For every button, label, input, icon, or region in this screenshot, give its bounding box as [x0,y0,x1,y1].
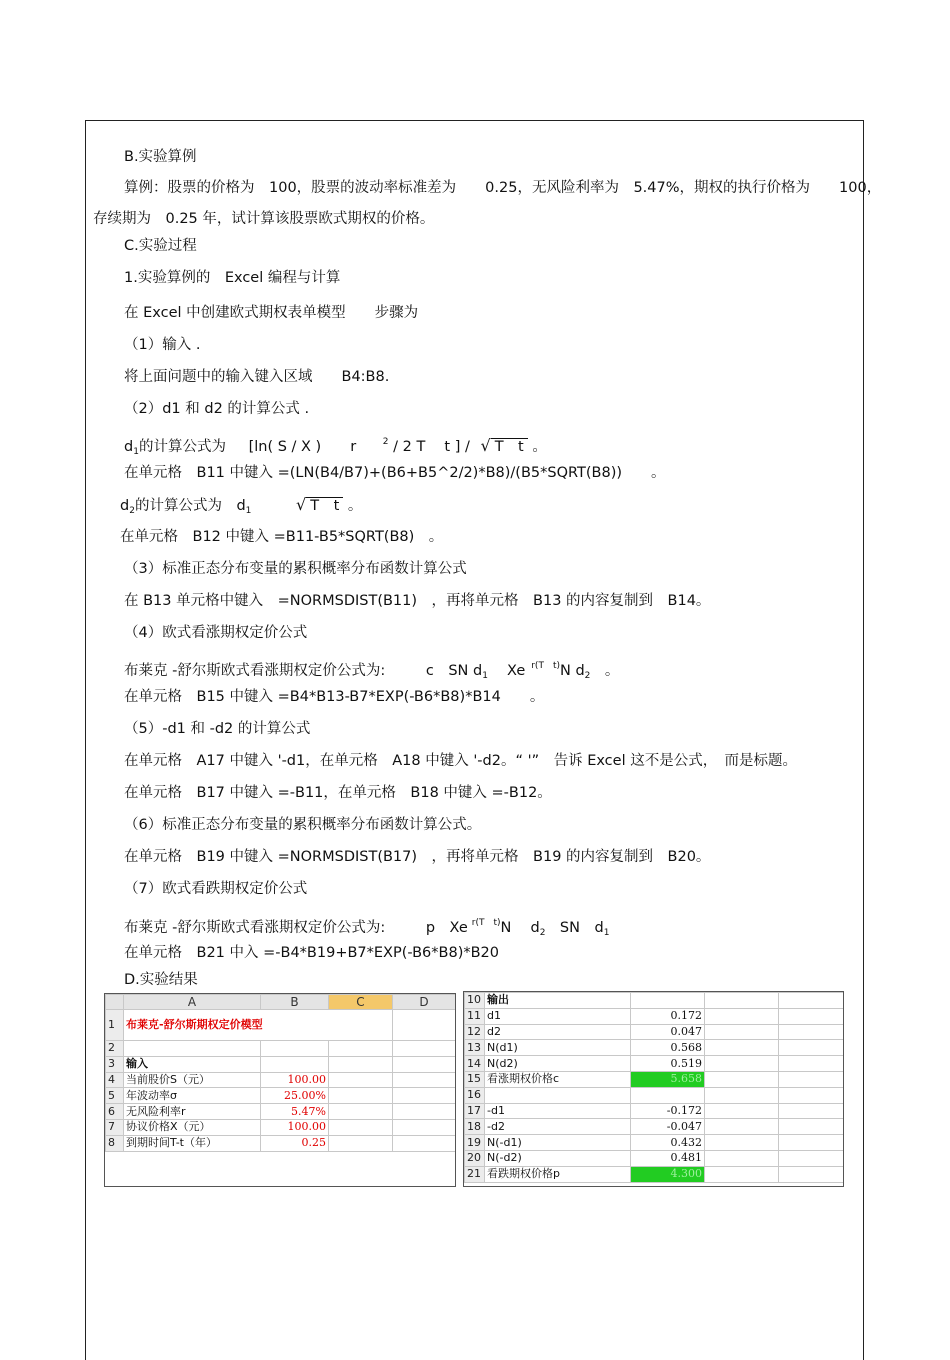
value-cell[interactable]: 0.432 [631,1135,705,1151]
row-number: 3 [106,1056,124,1072]
cell[interactable] [705,993,779,1009]
cell[interactable] [329,1041,393,1057]
cell[interactable] [705,1150,779,1166]
value-cell[interactable]: 0.568 [631,1040,705,1056]
value-cell[interactable]: -0.172 [631,1103,705,1119]
cell[interactable] [779,1087,844,1103]
row-number: 4 [106,1072,124,1088]
step7-title: （7）欧式看跌期权定价公式 [124,881,308,897]
cell[interactable] [393,1104,456,1120]
value-cell[interactable]: 100.00 [261,1119,329,1135]
cell[interactable] [631,1087,705,1103]
row-number: 1 [106,1010,124,1041]
sheet-row [106,1041,456,1057]
sheet-row [465,1024,844,1040]
sheet-row [465,1150,844,1166]
call-price-cell[interactable]: 5.658 [631,1071,705,1087]
call-formula-c: N d [559,663,585,679]
sheet-row [465,1119,844,1135]
d2-symbol: d [120,498,130,514]
output-label-cell[interactable]: 输出 [485,993,631,1009]
cell[interactable] [705,1166,779,1182]
d1-end: 。 [532,439,547,455]
step1-title: （1）输入 . [124,337,201,353]
row-number: 12 [465,1024,485,1040]
cell[interactable] [779,1166,844,1182]
put-price-cell[interactable]: 4.300 [631,1166,705,1182]
cell[interactable] [705,1071,779,1087]
value-cell[interactable]: 25.00% [261,1088,329,1104]
d1-sqrt: √ T t [481,437,528,456]
cell[interactable] [779,1103,844,1119]
step5-text-2: 在单元格 B17 中键入 =-B11，在单元格 B18 中键入 =-B12。 [124,785,552,801]
cell[interactable] [705,1087,779,1103]
row-number: 19 [465,1135,485,1151]
cell[interactable] [631,993,705,1009]
cell[interactable] [393,1010,456,1041]
step1-text: 将上面问题中的输入键入区域 B4:B8. [124,369,390,385]
call-formula-sub2: 2 [584,671,591,681]
row-number: 18 [465,1119,485,1135]
cell[interactable] [705,1008,779,1024]
value-cell[interactable]: -0.047 [631,1119,705,1135]
cell[interactable] [779,1150,844,1166]
b15-text: 在单元格 B15 中键入 =B4*B13-B7*EXP(-B6*B8)*B14 。 [124,689,545,705]
cell[interactable] [329,1135,393,1151]
value-cell[interactable]: 0.25 [261,1135,329,1151]
row-number: 11 [465,1008,485,1024]
d2-sqrt: √ T t [296,496,343,515]
label-cell[interactable]: N(d1) [485,1040,631,1056]
section-b-heading: B.实验算例 [124,149,197,165]
row-number: 20 [465,1150,485,1166]
cell[interactable] [329,1088,393,1104]
cell[interactable] [779,1071,844,1087]
section-c-heading: C.实验过程 [124,238,197,254]
step5-text-1: 在单元格 A17 中键入 '-d1，在单元格 A18 中键入 '-d2。“ '” 告诉 Excel 这不是公式， 而是标题。 [124,753,797,769]
cell[interactable] [705,1119,779,1135]
column-header-row [106,995,456,1010]
cell[interactable] [705,1103,779,1119]
row-number: 16 [465,1087,485,1103]
put-formula-line [124,914,609,942]
sheet-row [465,1087,844,1103]
put-formula-b: N d [500,920,540,936]
cell[interactable] [261,1056,329,1072]
spreadsheet-input [104,993,456,1187]
cell[interactable] [393,1072,456,1088]
sheet-row [465,1166,844,1182]
sheet-row [106,1056,456,1072]
row-number: 21 [465,1166,485,1182]
label-cell[interactable]: N(d2) [485,1056,631,1072]
label-cell[interactable]: N(-d1) [485,1135,631,1151]
d2-subscript-d1: 1 [245,506,252,516]
cell[interactable] [705,1024,779,1040]
d1-formula-line [124,433,547,461]
put-formula-sub2: 1 [603,928,610,938]
sub-heading-excel: 1.实验算例的 Excel 编程与计算 [124,270,341,286]
cell[interactable] [329,1056,393,1072]
sheet-row [106,1104,456,1120]
cell[interactable] [705,1040,779,1056]
value-cell[interactable]: 0.172 [631,1008,705,1024]
d2-label: 的计算公式为 d [134,498,246,514]
cell[interactable] [393,1088,456,1104]
row-number: 6 [106,1104,124,1120]
label-cell[interactable]: 当前股价S（元） [124,1072,261,1088]
put-formula-label: 布莱克 -舒尔斯欧式看涨期权定价公式为: [124,920,386,936]
call-formula-end: 。 [590,663,620,679]
label-cell[interactable]: 协议价格X（元） [124,1119,261,1135]
intro-text: 在 Excel 中创建欧式期权表单模型 步骤为 [124,305,419,321]
d2-subscript: 2 [129,506,135,516]
label-cell[interactable]: N(-d2) [485,1150,631,1166]
put-formula-a: p Xe [425,920,468,936]
call-formula-line [124,657,619,685]
call-formula-label: 布莱克 -舒尔斯欧式看涨期权定价公式为: [124,663,386,679]
cell[interactable] [779,1040,844,1056]
label-cell[interactable]: 年波动率σ [124,1088,261,1104]
row-number: 5 [106,1088,124,1104]
sheet-row [465,1056,844,1072]
row-number: 15 [465,1071,485,1087]
d1-formula-a: [ln( S / X ) r [248,439,357,455]
sheet-row [106,1135,456,1151]
cell[interactable] [705,1056,779,1072]
cell[interactable] [705,1135,779,1151]
cell[interactable] [779,1008,844,1024]
input-label-cell[interactable]: 输入 [124,1056,261,1072]
col-header-a[interactable]: A [124,995,261,1010]
value-cell[interactable]: 0.481 [631,1150,705,1166]
row-number: 2 [106,1041,124,1057]
row-number: 17 [465,1103,485,1119]
cell[interactable] [329,1104,393,1120]
row-number: 10 [465,993,485,1009]
cell[interactable] [329,1119,393,1135]
cell[interactable] [779,1024,844,1040]
d2-formula-line [120,496,362,520]
label-cell[interactable]: -d1 [485,1103,631,1119]
cell[interactable] [329,1072,393,1088]
value-cell[interactable]: 5.47% [261,1104,329,1120]
step5-title: （5）-d1 和 -d2 的计算公式 [124,721,311,737]
label-cell[interactable]: 无风险利率r [124,1104,261,1120]
sheet-row [465,993,844,1009]
step4-title: （4）欧式看涨期权定价公式 [124,625,308,641]
label-cell[interactable]: -d2 [485,1119,631,1135]
d2-end: 。 [347,498,363,514]
b21-text: 在单元格 B21 中入 =-B4*B19+B7*EXP(-B6*B8)*B20 [124,945,500,961]
value-cell[interactable]: 0.519 [631,1056,705,1072]
call-formula-a: c SN d [425,663,483,679]
section-d-heading: D.实验结果 [124,972,198,988]
label-cell[interactable]: 到期时间T-t（年） [124,1135,261,1151]
sheet-row [465,1135,844,1151]
step3-title: （3）标准正态分布变量的累积概率分布函数计算公式 [124,561,467,577]
example-text-2: 存续期为 0.25 年，试计算该股票欧式期权的价格。 [93,211,435,227]
model-title-cell[interactable]: 布莱克-舒尔斯期权定价模型 [124,1010,393,1041]
value-cell[interactable]: 0.047 [631,1024,705,1040]
cell[interactable] [779,1056,844,1072]
col-header-c[interactable]: C [329,995,393,1010]
d1-label: 的计算公式为 [138,439,226,455]
cell[interactable] [393,1135,456,1151]
sheet-row [106,1119,456,1135]
b11-text: 在单元格 B11 中键入 =(LN(B4/B7)+(B6+B5^2/2)*B8)/(B5*SQRT(B8)) 。 [124,465,666,481]
cell[interactable] [779,1119,844,1135]
d1-symbol: d [124,439,134,455]
cell[interactable] [779,1135,844,1151]
sheet-row [106,1010,456,1041]
sheet-row [106,1072,456,1088]
step2-title: （2）d1 和 d2 的计算公式 . [124,401,310,417]
label-cell[interactable]: 看涨期权价格c [485,1071,631,1087]
corner-cell [106,995,124,1010]
call-formula-sup: r(T t) [531,661,560,671]
sheet-row [465,1071,844,1087]
cell[interactable] [393,1041,456,1057]
put-formula-sub1: 2 [539,928,546,938]
col-header-d[interactable]: D [393,995,456,1010]
row-number: 13 [465,1040,485,1056]
sheet-row [106,1088,456,1104]
d1-formula-b: / 2 T t ] / [393,439,470,455]
put-formula-sup: r(T t) [471,918,501,928]
cell[interactable] [393,1056,456,1072]
sheet-row [465,1040,844,1056]
row-number: 7 [106,1119,124,1135]
label-cell[interactable]: 看跌期权价格p [485,1166,631,1182]
put-formula-c: SN d [545,920,604,936]
cell[interactable] [485,1087,631,1103]
cell[interactable] [393,1119,456,1135]
sheet-row [465,1103,844,1119]
step6-title: （6）标准正态分布变量的累积概率分布函数计算公式。 [124,817,482,833]
cell[interactable] [779,993,844,1009]
value-cell[interactable]: 100.00 [261,1072,329,1088]
row-number: 14 [465,1056,485,1072]
sheet-row [465,1008,844,1024]
d1-subscript: 1 [133,447,139,457]
cell[interactable] [261,1041,329,1057]
cell[interactable] [124,1041,261,1057]
d1-formula-sup: 2 [382,437,389,447]
spreadsheet-output [463,991,844,1187]
row-number: 8 [106,1135,124,1151]
label-cell[interactable]: d2 [485,1024,631,1040]
call-formula-b: Xe [492,663,526,679]
col-header-b[interactable]: B [261,995,329,1010]
step3-text: 在 B13 单元格中键入 =NORMSDIST(B11) ，再将单元格 B13 的内容复制到 B14。 [124,593,711,609]
call-formula-sub1: 1 [482,671,488,681]
label-cell[interactable]: d1 [485,1008,631,1024]
step6-text: 在单元格 B19 中键入 =NORMSDIST(B17) ，再将单元格 B19 的内容复制到 B20。 [124,849,711,865]
example-text-1: 算例：股票的价格为 100，股票的波动率标准差为 0.25，无风险利率为 5.47%，期权的执行价格为 100， [124,180,882,196]
b12-text: 在单元格 B12 中键入 =B11-B5*SQRT(B8) 。 [120,529,444,545]
